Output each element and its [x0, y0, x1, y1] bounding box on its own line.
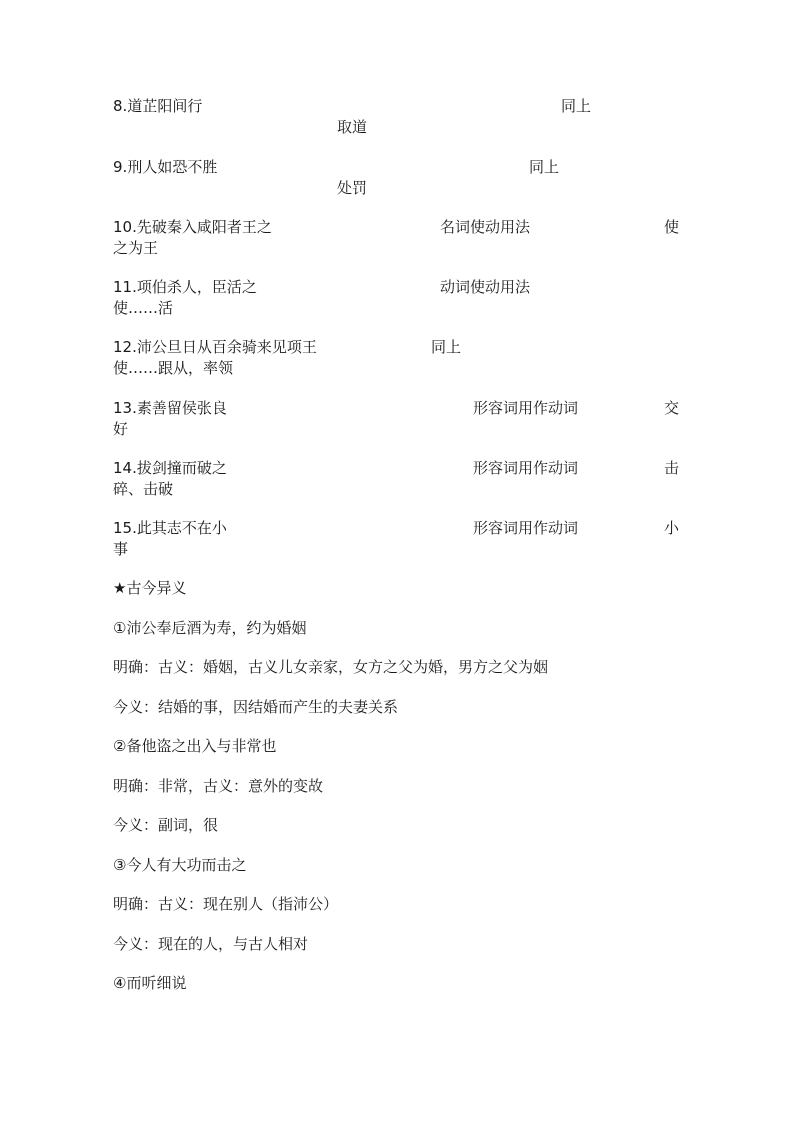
item-number: 14. [113, 459, 137, 477]
item-15-meaning-a: 小 [664, 519, 680, 537]
item-14-meaning-a: 击 [664, 459, 680, 477]
item-sentence: 沛公旦日从百余骑来见项王 [136, 338, 317, 356]
item-9-meaning: 处罚 [337, 179, 368, 197]
item-14-text [113, 458, 227, 478]
item-14-meaning-b: 碎、击破 [113, 480, 174, 498]
entry-3-modern-meaning: 今义：现在的人，与古人相对 [113, 935, 309, 953]
entry-2-modern-meaning: 今义：副词，很 [113, 816, 219, 834]
item-sentence: 拔剑撞而破之 [136, 459, 227, 477]
item-number: 13. [113, 399, 137, 417]
item-number: 12. [113, 338, 137, 356]
entry-1-modern-meaning: 今义：结婚的事，因结婚而产生的夫妻关系 [113, 698, 399, 716]
item-12-type: 同上 [431, 338, 462, 356]
item-8-type: 同上 [561, 97, 592, 115]
entry-3-sentence: ③今人有大功而击之 [113, 856, 247, 874]
item-number: 11. [113, 278, 137, 296]
item-8-meaning: 取道 [337, 118, 368, 136]
item-13-text [113, 398, 227, 418]
entry-2-sentence: ②备他盗之出入与非常也 [113, 737, 277, 755]
item-15-type: 形容词用作动词 [473, 519, 579, 537]
item-11-type: 动词使动用法 [440, 278, 531, 296]
item-10-text [113, 217, 272, 237]
item-number: 8. [113, 97, 128, 115]
item-10-meaning-b: 之为王 [113, 239, 159, 257]
item-sentence: 素善留侯张良 [136, 399, 227, 417]
item-9-text [113, 157, 217, 177]
item-number: 9. [113, 158, 128, 176]
item-14-type: 形容词用作动词 [473, 459, 579, 477]
item-sentence: 刑人如恐不胜 [127, 158, 218, 176]
item-11-meaning: 使……活 [113, 299, 174, 317]
item-12-meaning: 使……跟从，率领 [113, 359, 234, 377]
entry-4-sentence: ④而听细说 [113, 974, 187, 992]
item-13-meaning-b: 好 [113, 420, 129, 438]
entry-3-explanation: 明确：古义：现在别人（指沛公） [113, 895, 339, 913]
item-15-text [113, 518, 227, 538]
item-9-type: 同上 [529, 158, 560, 176]
item-12-text [113, 337, 317, 357]
item-sentence: 先破秦入咸阳者王之 [136, 218, 272, 236]
item-15-meaning-b: 事 [113, 540, 129, 558]
item-11-text [113, 277, 257, 297]
item-number: 10. [113, 218, 137, 236]
section-heading: ★古今异义 [113, 579, 187, 597]
item-13-meaning-a: 交 [664, 399, 680, 417]
entry-2-explanation: 明确：非常，古义：意外的变故 [113, 777, 324, 795]
item-number: 15. [113, 519, 137, 537]
item-sentence: 道芷阳间行 [127, 97, 203, 115]
item-10-type: 名词使动用法 [440, 218, 531, 236]
item-10-meaning-a: 使 [664, 218, 680, 236]
item-13-type: 形容词用作动词 [473, 399, 579, 417]
item-8-text [113, 96, 202, 116]
entry-1-sentence: ①沛公奉卮酒为寿，约为婚姻 [113, 619, 307, 637]
item-sentence: 项伯杀人，臣活之 [136, 278, 257, 296]
item-sentence: 此其志不在小 [136, 519, 227, 537]
entry-1-explanation: 明确：古义：婚姻，古义儿女亲家，女方之父为婚，男方之父为姻 [113, 658, 549, 676]
